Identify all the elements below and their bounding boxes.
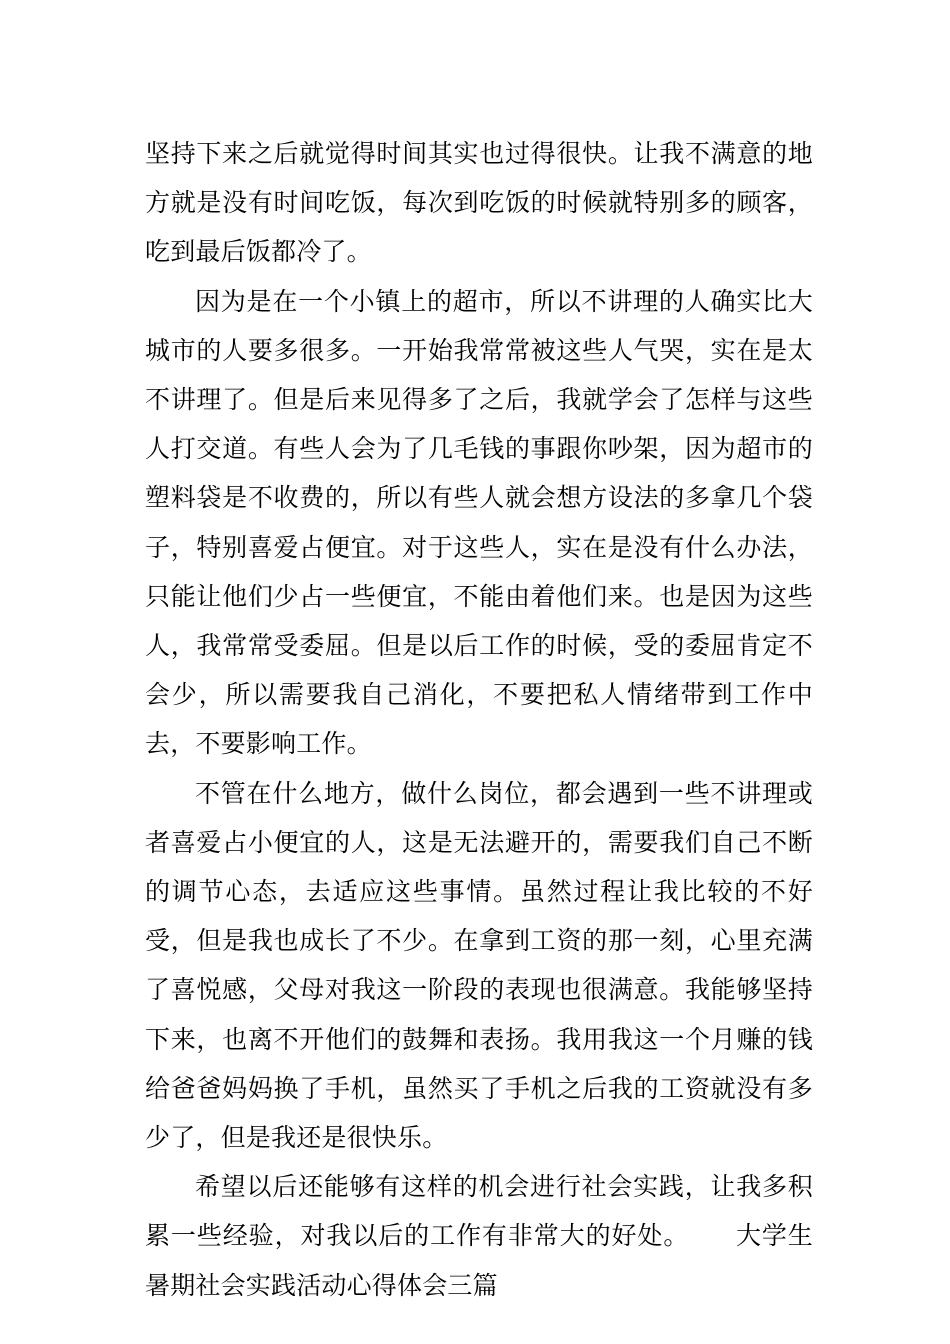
paragraph-4 bbox=[145, 1162, 813, 1310]
paragraph-3: 不管在什么地方，做什么岗位，都会遇到一些不讲理或者喜爱占小便宜的人，这是无法避开的，需要我们自己不断的调节心态，去适应这些事情。虽然过程让我比较的不好受，但是我也成长了不少。在拿到工资的那一刻，心里充满了喜悦感，父母对我这一阶段的表现也很满意。我能够坚持下来，也离不开他们的鼓舞和表扬。我用我这一个月赚的钱给爸爸妈妈换了手机，虽然买了手机之后我的工资就没有多少了，但是我还是很快乐。 bbox=[145, 778, 813, 1153]
paragraph-4-text: 希望以后还能够有这样的机会进行社会实践，让我多积累一些经验，对我以后的工作有非常大的好处。 bbox=[145, 1172, 813, 1251]
next-article-title: 大学生暑期社会实践活动心得体会三篇 bbox=[145, 1221, 813, 1300]
body-text bbox=[145, 129, 813, 1310]
paragraph-2: 因为是在一个小镇上的超市，所以不讲理的人确实比大城市的人要多很多。一开始我常常被这些人气哭，实在是太不讲理了。但是后来见得多了之后，我就学会了怎样与这些人打交道。有些人会为了几毛钱的事跟你吵架，因为超市的塑料袋是不收费的，所以有些人就会想方设法的多拿几个袋子，特别喜爱占便宜。对于这些人，实在是没有什么办法，只能让他们少占一些便宜，不能由着他们来。也是因为这些人，我常常受委屈。但是以后工作的时候，受的委屈肯定不会少，所以需要我自己消化，不要把私人情绪带到工作中去，不要影响工作。 bbox=[145, 286, 813, 759]
paragraph-1: 坚持下来之后就觉得时间其实也过得很快。让我不满意的地方就是没有时间吃饭，每次到吃饭的时候就特别多的顾客，吃到最后饭都冷了。 bbox=[145, 139, 813, 267]
